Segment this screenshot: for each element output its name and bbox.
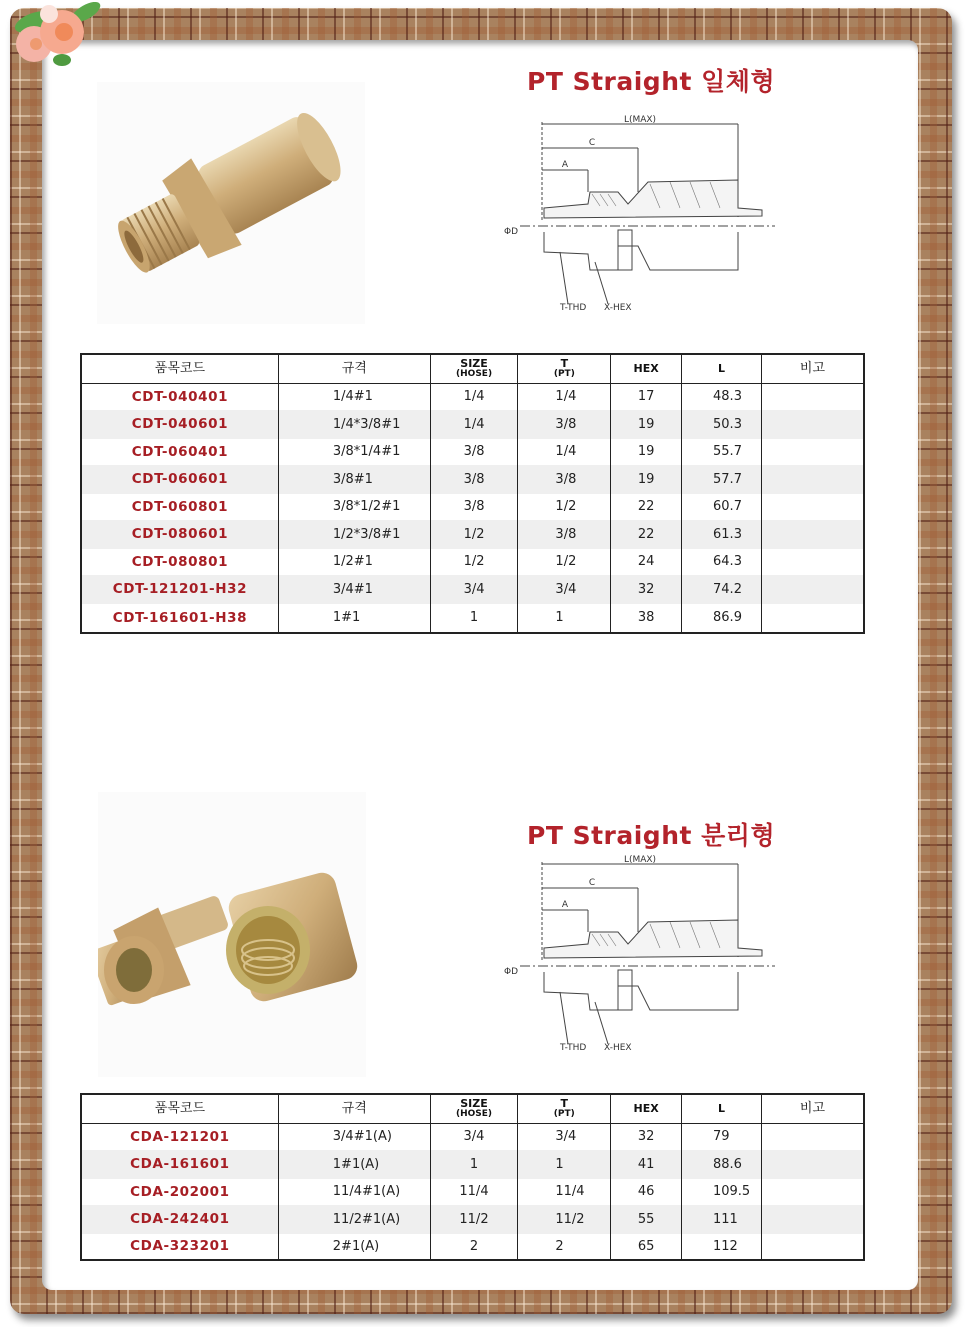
header-hex: HEX: [611, 1094, 682, 1124]
hex-cell: 17: [611, 384, 682, 410]
table-row: [81, 1205, 864, 1234]
hex-cell: 19: [611, 439, 682, 465]
header-code: 품목코드: [81, 354, 278, 384]
length-cell: 50.3: [682, 410, 762, 439]
table-header-row: [81, 1094, 864, 1124]
thread-size-cell: 11/2: [518, 1205, 611, 1234]
product-code-cell: CDT-080601: [81, 520, 278, 549]
header-size: SIZE (HOSE): [430, 1094, 518, 1124]
length-cell: 109.5: [681, 1179, 761, 1205]
note-cell: [761, 384, 864, 410]
product-code-cell: CDT-121201-H32: [81, 575, 278, 604]
thread-size-cell: 1/4: [518, 439, 611, 465]
note-cell: [761, 439, 864, 465]
note-cell: [761, 494, 864, 520]
hose-size-cell: 3/8: [430, 465, 518, 494]
thread-size-cell: 3/4: [518, 575, 611, 604]
label-t-thd: T-THD: [560, 303, 587, 313]
hose-size-cell: 3/8: [430, 494, 518, 520]
note-cell: [761, 1124, 864, 1150]
note-cell: [761, 575, 864, 604]
section-title-one-piece: PT Straight 일체형: [527, 67, 776, 96]
label-l-max: L(MAX): [623, 115, 657, 125]
table-row: [81, 410, 864, 439]
product-code-cell: CDT-040401: [81, 384, 278, 410]
spec-cell: 1/4#1: [278, 384, 430, 410]
hose-size-cell: 3/8: [430, 439, 518, 465]
label-x-hex: X-HEX: [604, 303, 632, 313]
label-a: A: [561, 160, 569, 170]
header-l: L: [682, 354, 762, 384]
product-code-cell: CDT-161601-H38: [81, 604, 278, 633]
product-code-cell: CDA-161601: [81, 1150, 278, 1179]
note-cell: [761, 1150, 864, 1179]
spec-cell: 2#1(A): [278, 1234, 430, 1260]
length-cell: 61.3: [682, 520, 762, 549]
header-spec: 규격: [278, 354, 430, 384]
note-cell: [761, 1205, 864, 1234]
spec-cell: 1/2*3/8#1: [278, 520, 430, 549]
length-cell: 88.6: [681, 1150, 761, 1179]
length-cell: 79: [681, 1124, 761, 1150]
table-row: [81, 575, 864, 604]
fitting-photo-one-piece: [97, 82, 365, 324]
thread-size-cell: 1: [518, 1150, 611, 1179]
fitting-photo-two-piece: [98, 792, 366, 1077]
label-c: C: [588, 138, 596, 148]
table-header-row: [81, 354, 864, 384]
product-code-cell: CDA-242401: [81, 1205, 278, 1234]
product-code-cell: CDA-121201: [81, 1124, 278, 1150]
thread-size-cell: 3/8: [518, 410, 611, 439]
header-note: 비고: [761, 1094, 864, 1124]
header-note: 비고: [761, 354, 864, 384]
thread-size-cell: 3/8: [518, 465, 611, 494]
table-row: [81, 384, 864, 410]
spec-cell: 1/2#1: [278, 549, 430, 575]
header-code: 품목코드: [81, 1094, 278, 1124]
hex-cell: 65: [611, 1234, 682, 1260]
hose-size-cell: 1/4: [430, 410, 518, 439]
table-row: [81, 494, 864, 520]
spec-cell: 1#1(A): [278, 1150, 430, 1179]
hex-cell: 32: [611, 1124, 682, 1150]
hose-size-cell: 3/4: [430, 575, 518, 604]
note-cell: [761, 410, 864, 439]
hex-cell: 32: [611, 575, 682, 604]
thread-size-cell: 2: [518, 1234, 611, 1260]
note-cell: [761, 520, 864, 549]
length-cell: 60.7: [682, 494, 762, 520]
header-t: T (PT): [518, 354, 611, 384]
note-cell: [761, 465, 864, 494]
label-c: C: [588, 878, 596, 888]
spec-cell: 1#1: [278, 604, 430, 633]
table-row: [81, 520, 864, 549]
hex-cell: 24: [611, 549, 682, 575]
note-cell: [761, 549, 864, 575]
product-code-cell: CDA-202001: [81, 1179, 278, 1205]
note-cell: [761, 1234, 864, 1260]
hose-size-cell: 1: [430, 1150, 518, 1179]
product-code-cell: CDA-323201: [81, 1234, 278, 1260]
product-code-cell: CDT-060401: [81, 439, 278, 465]
header-l: L: [681, 1094, 761, 1124]
spec-cell: 3/4#1(A): [278, 1124, 430, 1150]
table-row: [81, 549, 864, 575]
table-row: [81, 465, 864, 494]
thread-size-cell: 1: [518, 604, 611, 633]
spec-cell: 3/8*1/4#1: [278, 439, 430, 465]
hose-size-cell: 1: [430, 604, 518, 633]
thread-size-cell: 1/2: [518, 494, 611, 520]
thread-size-cell: 11/4: [518, 1179, 611, 1205]
header-t: T (PT): [518, 1094, 611, 1124]
product-code-cell: CDT-060801: [81, 494, 278, 520]
header-spec: 규격: [278, 1094, 430, 1124]
hose-size-cell: 1/2: [430, 520, 518, 549]
label-t-thd: T-THD: [560, 1043, 587, 1053]
thread-size-cell: 1/4: [518, 384, 611, 410]
hex-cell: 38: [611, 604, 682, 633]
hex-cell: 22: [611, 494, 682, 520]
length-cell: 64.3: [682, 549, 762, 575]
label-phi-d: ΦD: [504, 967, 519, 977]
spec-cell: 3/8#1: [278, 465, 430, 494]
hex-cell: 55: [611, 1205, 682, 1234]
hose-size-cell: 1/4: [430, 384, 518, 410]
table-row: [81, 1179, 864, 1205]
hose-size-cell: 11/2: [430, 1205, 518, 1234]
spec-cell: 11/2#1(A): [278, 1205, 430, 1234]
product-code-cell: CDT-080801: [81, 549, 278, 575]
header-hex: HEX: [611, 354, 682, 384]
length-cell: 74.2: [682, 575, 762, 604]
table-row: [81, 439, 864, 465]
spec-cell: 1/4*3/8#1: [278, 410, 430, 439]
spec-cell: 11/4#1(A): [278, 1179, 430, 1205]
hose-size-cell: 2: [430, 1234, 518, 1260]
spec-cell: 3/4#1: [278, 575, 430, 604]
length-cell: 55.7: [682, 439, 762, 465]
hex-cell: 22: [611, 520, 682, 549]
note-cell: [761, 1179, 864, 1205]
hex-cell: 19: [611, 410, 682, 439]
label-a: A: [561, 900, 569, 910]
length-cell: 111: [681, 1205, 761, 1234]
hex-cell: 19: [611, 465, 682, 494]
hose-size-cell: 1/2: [430, 549, 518, 575]
dimension-diagram-two-piece: [500, 852, 780, 1057]
section-title-two-piece: PT Straight 분리형: [527, 821, 776, 850]
length-cell: 112: [681, 1234, 761, 1260]
label-x-hex: X-HEX: [604, 1043, 632, 1053]
table-row: [81, 604, 864, 633]
length-cell: 86.9: [682, 604, 762, 633]
hose-size-cell: 3/4: [430, 1124, 518, 1150]
thread-size-cell: 3/8: [518, 520, 611, 549]
length-cell: 57.7: [682, 465, 762, 494]
hex-cell: 46: [611, 1179, 682, 1205]
spec-cell: 3/8*1/2#1: [278, 494, 430, 520]
spec-table-one-piece: [80, 353, 865, 634]
hex-cell: 41: [611, 1150, 682, 1179]
table-row: [81, 1234, 864, 1260]
hose-size-cell: 11/4: [430, 1179, 518, 1205]
label-l-max: L(MAX): [623, 855, 657, 865]
product-code-cell: CDT-040601: [81, 410, 278, 439]
table-row: [81, 1124, 864, 1150]
header-size: SIZE (HOSE): [430, 354, 518, 384]
spec-table-two-piece: [80, 1093, 865, 1261]
table-row: [81, 1150, 864, 1179]
length-cell: 48.3: [682, 384, 762, 410]
thread-size-cell: 1/2: [518, 549, 611, 575]
thread-size-cell: 3/4: [518, 1124, 611, 1150]
flower-decoration-icon: [4, 2, 104, 72]
dimension-diagram-one-piece: [500, 112, 780, 317]
note-cell: [761, 604, 864, 633]
product-code-cell: CDT-060601: [81, 465, 278, 494]
label-phi-d: ΦD: [504, 227, 519, 237]
